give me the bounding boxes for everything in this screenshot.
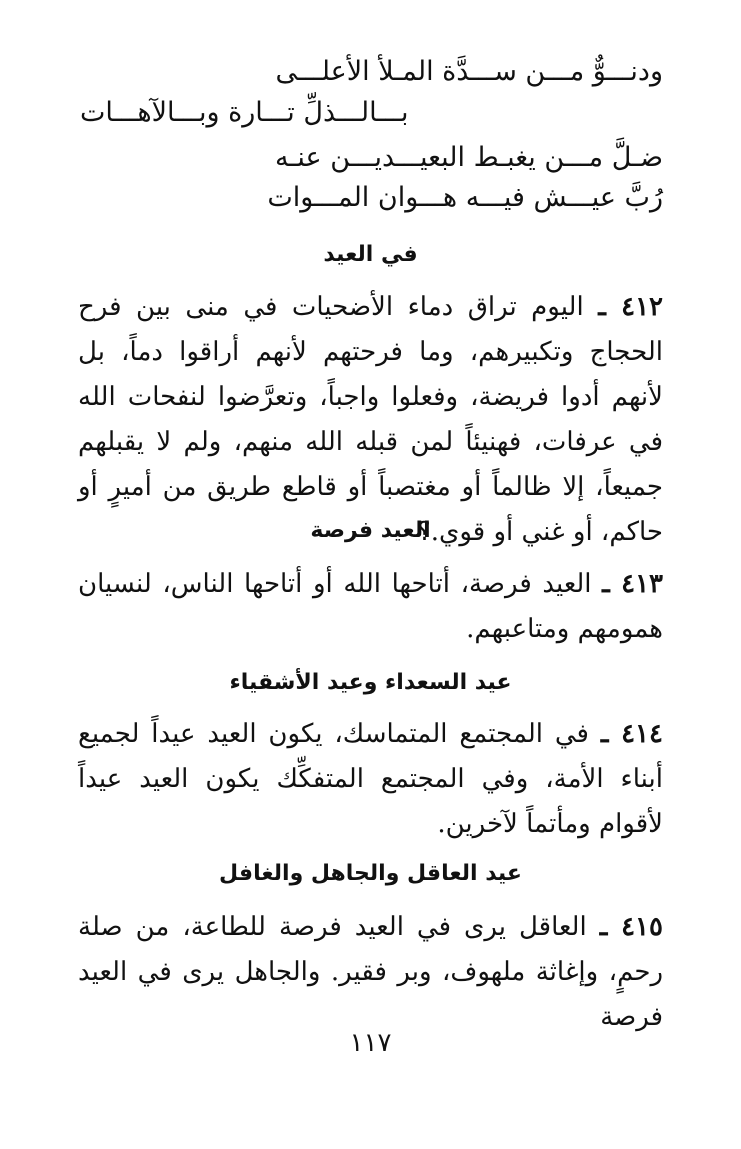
paragraph-415 [78, 905, 663, 1040]
section-heading: عيد العاقل والجاهل والغافل [219, 861, 522, 886]
poem-line: ضـلَّ مـــن يغبـط البعيـــديـــن عنـه [275, 142, 663, 173]
entry-number: ٤١٥ ـ [599, 912, 663, 942]
paragraph-text: العيد فرصة، أتاحها الله أو أتاحها الناس، لنسيان همومهم ومتاعبهم. [78, 569, 663, 644]
paragraph-text: في المجتمع المتماسك، يكون العيد عيداً لجميع أبناء الأمة، وفي المجتمع المتفكِّك يكون العيد عيداً لأقوام ومأتماً لآخرين. [78, 719, 663, 839]
paragraph-415-container [78, 905, 663, 1032]
paragraph-413 [78, 562, 663, 652]
section-heading: العيد فرصة [310, 518, 431, 543]
entry-number: ٤١٣ ـ [602, 569, 664, 599]
poem-line: بـــالـــذلِّ تـــارة وبـــالآهـــات [80, 97, 409, 128]
section-heading: في العيد [323, 242, 418, 267]
page-number: ١١٧ [349, 1028, 392, 1058]
paragraph-414 [78, 712, 663, 847]
entry-number: ٤١٤ ـ [600, 719, 663, 749]
paragraph-412 [78, 285, 663, 555]
poem-line: ودنـــوٌّ مـــن ســـدَّة المـلأ الأعلـــى [275, 56, 663, 87]
poem-line: رُبَّ عيـــش فيـــه هـــوان المـــوات [267, 182, 663, 213]
section-heading: عيد السعداء وعيد الأشقياء [229, 670, 512, 695]
paragraph-text: اليوم تراق دماء الأضحيات في منى بين فرح الحجاج وتكبيرهم، وما فرحتهم لأنهم أراقوا دماً، بل لأنهم أدوا فريضة، وفعلوا واجباً، وتعرَّضوا لنفحات الله في عرفات، فهنيئاً لمن قبله الله منهم، ولم لا يقبلهم جميعاً، إلا ظالماً أو مغتصباً أو قاطع طريق من أميرٍ أو حاكم، أو غني أو قوي.؟ [78, 292, 663, 547]
paragraph-text: العاقل يرى في العيد فرصة للطاعة، من صلة رحمٍ، وإغاثة ملهوف، وبر فقير. والجاهل يرى في العيد فرصة [78, 912, 663, 1032]
entry-number: ٤١٢ ـ [598, 292, 664, 322]
